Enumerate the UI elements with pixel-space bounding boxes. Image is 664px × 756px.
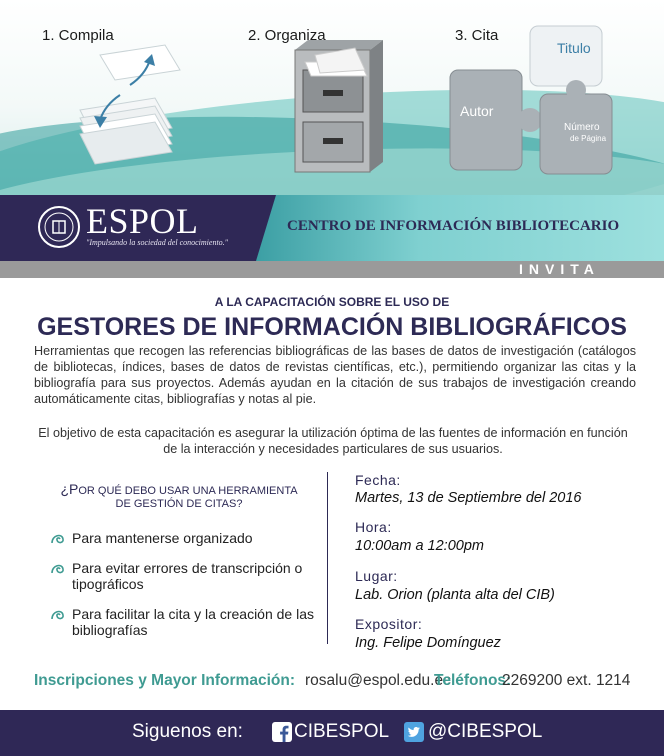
twitter-icon[interactable] bbox=[404, 722, 424, 742]
puzzle-autor: Autor bbox=[460, 103, 494, 119]
fecha-value: Martes, 13 de Septiembre del 2016 bbox=[355, 490, 582, 506]
objective-paragraph: El objetivo de esta capacitación es asegurar la utilización óptima de las fuentes de información en función de la interacción y necesidades particulares de sus usuarios. bbox=[38, 426, 628, 456]
contact-email[interactable]: rosalu@espol.edu.ec bbox=[305, 672, 451, 689]
telefonos-label: Teléfonos: bbox=[434, 672, 512, 689]
swirl-bullet-icon bbox=[50, 607, 66, 623]
paper-stack-icon bbox=[60, 40, 210, 170]
hora-label: Hora: bbox=[355, 519, 392, 535]
intro-paragraph: Herramientas que recogen las referencias bibliográficas de las bases de datos de investigación (catálogos de bibliotecas, índices, bases de datos de revistas científicas, etc.), permitiendo organizar las citas y la bibliografía para sus proyectos. Además ayudan en la citación de sus trabajos de investigación creando automáticamente citas, bibliografías y notas al pie. bbox=[34, 344, 636, 406]
hero-banner bbox=[0, 0, 664, 195]
step-cita: 3. Cita bbox=[455, 27, 499, 44]
column-divider bbox=[327, 472, 328, 644]
why-question-part: OR QUÉ bbox=[78, 485, 122, 497]
puzzle-titulo: Titulo bbox=[557, 40, 591, 56]
centro-title: CENTRO DE INFORMACIÓN BIBLIOTECARIO bbox=[287, 218, 620, 234]
reason-text: Para mantenerse organizado bbox=[72, 530, 253, 546]
espol-seal-icon bbox=[37, 205, 81, 249]
puzzle-pagina: de Página bbox=[570, 134, 607, 143]
sub-heading: A LA CAPACITACIÓN SOBRE EL USO DE bbox=[214, 295, 450, 309]
twitter-handle[interactable]: @CIBESPOL bbox=[428, 721, 543, 742]
reason-text: Para facilitar la cita y la creación de las bibliografías bbox=[72, 606, 314, 638]
puzzle-pieces-icon bbox=[442, 22, 622, 177]
reason-item bbox=[50, 560, 320, 592]
invita-label: INVITA bbox=[519, 261, 600, 277]
step-compila: 1. Compila bbox=[42, 27, 114, 44]
filing-cabinet-icon bbox=[275, 40, 395, 175]
reason-item bbox=[50, 606, 320, 638]
lugar-label: Lugar: bbox=[355, 568, 398, 584]
follow-label: Siguenos en: bbox=[132, 721, 243, 742]
expositor-value: Ing. Felipe Domínguez bbox=[355, 635, 501, 651]
contact-phone: 2269200 ext. 1214 bbox=[502, 672, 631, 689]
hora-value: 10:00am a 12:00pm bbox=[355, 538, 484, 554]
reason-item bbox=[50, 530, 320, 546]
swirl-bullet-icon bbox=[50, 531, 66, 547]
page-title: GESTORES DE INFORMACIÓN BIBLIOGRÁFICOS bbox=[37, 313, 627, 341]
espol-logo-text: ESPOL bbox=[86, 201, 199, 241]
why-question-cap: ¿P bbox=[60, 481, 79, 497]
step-organiza: 2. Organiza bbox=[248, 27, 326, 44]
espol-slogan: "Impulsando la sociedad del conocimiento." bbox=[86, 238, 229, 247]
facebook-icon[interactable] bbox=[272, 722, 292, 742]
fecha-label: Fecha: bbox=[355, 472, 401, 488]
why-question bbox=[50, 483, 308, 511]
swirl-bullet-icon bbox=[50, 561, 66, 577]
inscripciones-label: Inscripciones y Mayor Información: bbox=[34, 672, 295, 689]
expositor-label: Expositor: bbox=[355, 616, 423, 632]
lugar-value: Lab. Orion (planta alta del CIB) bbox=[355, 587, 555, 603]
reason-text: Para evitar errores de transcripción o tipográficos bbox=[72, 560, 303, 592]
why-question-part: DE GESTIÓN DE CITAS? bbox=[115, 498, 243, 510]
why-question-part: DEBO USAR UNA HERRAMIENTA bbox=[121, 485, 298, 497]
facebook-handle[interactable]: CIBESPOL bbox=[294, 721, 390, 742]
puzzle-numero: Número bbox=[564, 122, 600, 133]
